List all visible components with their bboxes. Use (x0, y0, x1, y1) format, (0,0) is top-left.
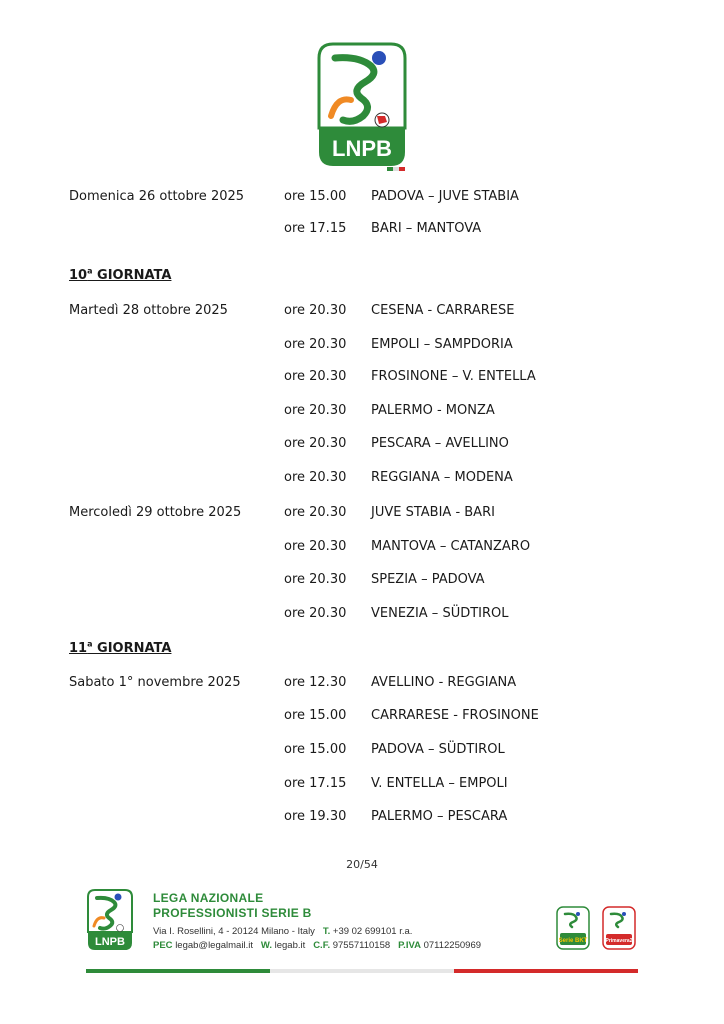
match-date: Mercoledì 29 ottobre 2025 (69, 505, 242, 520)
match-time: ore 20.30 (284, 606, 347, 621)
primavera2-badge (602, 906, 636, 950)
match-time: ore 20.30 (284, 505, 347, 520)
match-time: ore 20.30 (284, 369, 347, 384)
match-time: ore 17.15 (284, 221, 347, 236)
round-heading: 10$^a$ GIORNATA (69, 266, 172, 283)
org-contacts: Via I. Rosellini, 4 - 20124 Milano - Italy T. +39 02 699101 r.a. PEC legab@legalmail.it W. legab.it C.F. 97557110158 P.IVA 07112250969 (153, 926, 482, 951)
match-teams: SPEZIA – PADOVA (371, 572, 485, 587)
match-teams: EMPOLI – SAMPDORIA (371, 337, 513, 352)
match-teams: CESENA - CARRARESE (371, 303, 515, 318)
svg-text:Serie BKT: Serie BKT (558, 938, 588, 944)
match-teams: PADOVA – JUVE STABIA (371, 189, 519, 204)
match-teams: MANTOVA – CATANZARO (371, 539, 531, 554)
match-date: Sabato 1° novembre 2025 (69, 675, 241, 690)
match-time: ore 20.30 (284, 539, 347, 554)
serie-bkt-badge (556, 906, 590, 950)
match-time: ore 17.15 (284, 776, 347, 791)
match-teams: PALERMO – PESCARA (371, 809, 508, 824)
round-heading: 11$^a$ GIORNATA (69, 639, 172, 656)
match-time: ore 15.00 (284, 742, 347, 757)
match-teams: AVELLINO - REGGIANA (371, 675, 517, 690)
match-date: Martedì 28 ottobre 2025 (69, 303, 228, 318)
tricolor-line (86, 969, 638, 973)
svg-text:LNPB: LNPB (95, 936, 125, 948)
match-time: ore 15.00 (284, 189, 347, 204)
match-teams: VENEZIA – SÜDTIROL (371, 606, 509, 621)
match-teams: PADOVA – SÜDTIROL (371, 742, 505, 757)
match-teams: V. ENTELLA – EMPOLI (371, 776, 508, 791)
match-time: ore 19.30 (284, 809, 347, 824)
match-time: ore 20.30 (284, 403, 347, 418)
match-teams: PALERMO - MONZA (371, 403, 495, 418)
match-time: ore 20.30 (284, 470, 347, 485)
match-teams: CARRARESE - FROSINONE (371, 708, 539, 723)
match-date: Domenica 26 ottobre 2025 (69, 189, 245, 204)
svg-text:LNPB: LNPB (332, 136, 392, 161)
page-number: 20/54 (346, 858, 378, 871)
match-teams: PESCARA – AVELLINO (371, 436, 509, 451)
match-time: ore 20.30 (284, 436, 347, 451)
match-time: ore 20.30 (284, 303, 347, 318)
match-time: ore 20.30 (284, 572, 347, 587)
org-name: LEGA NAZIONALE PROFESSIONISTI SERIE B (153, 891, 312, 920)
match-teams: JUVE STABIA - BARI (371, 505, 495, 520)
match-teams: REGGIANA – MODENA (371, 470, 513, 485)
lnpb-logo (315, 40, 409, 174)
lnpb-footer-logo (86, 888, 134, 952)
match-teams: BARI – MANTOVA (371, 221, 482, 236)
match-time: ore 12.30 (284, 675, 347, 690)
match-time: ore 15.00 (284, 708, 347, 723)
letterhead-footer (86, 886, 638, 976)
match-time: ore 20.30 (284, 337, 347, 352)
svg-text:Primavera2: Primavera2 (605, 938, 633, 944)
match-teams: FROSINONE – V. ENTELLA (371, 369, 536, 384)
